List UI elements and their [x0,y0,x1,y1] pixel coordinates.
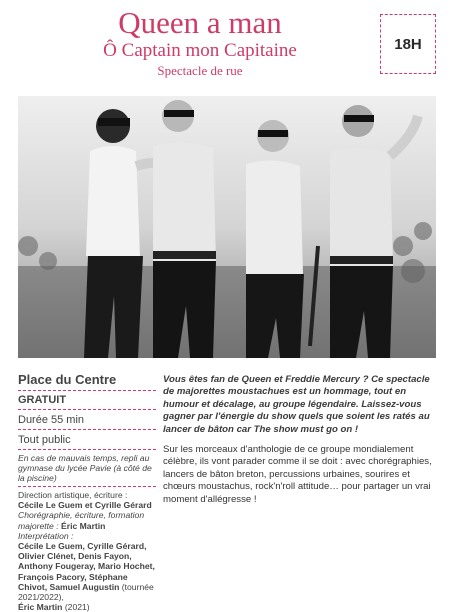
audience-label: Tout public [18,430,156,450]
direction-names: Cécile Le Guem et Cyrille Gérard [18,500,152,511]
interp-label: Interprétation : [18,530,74,541]
show-title: Queen a man [118,5,282,40]
interp-names: Cécile Le Guem, Cyrille Gérard, Olivier Clénet, Denis Fayon, Anthony Fougeray, Mario Hochet, François Pacory, Stéphane Chivot, Samuel Augustin [18,541,155,592]
show-category: Spectacle de rue [157,63,243,78]
choreo-label: Chorégraphie, écriture, formation majorette : [18,510,145,531]
performers-photo [18,96,436,358]
credits-block [18,487,156,612]
time-label: 18H [394,35,422,53]
info-column [18,372,156,612]
description-column [163,374,443,506]
price-label: GRATUIT [18,391,156,410]
time-badge [380,14,436,74]
direction-label: Direction artistique, écriture : [18,490,128,500]
duration-label: Durée 55 min [18,410,156,430]
place-label: Place du Centre [18,372,156,391]
choreo-name: Éric Martin [61,520,106,531]
description-intro: Vous êtes fan de Queen et Freddie Mercury ? Ce spectacle de majorettes moustachues est un hommage, tout en humour et décalage, au groupe légendaire. Laissez-vous gagner par l'énergie du show quels que soient les ratés au lancer de bâton car The show must go on ! [163,374,430,435]
tour-2: (2021) [64,602,90,612]
weather-note: En cas de mauvais temps, repli au gymnase du lycée Pavie (à côté de la piscine) [18,450,156,487]
tour-2-name: Éric Martin [18,602,63,612]
photo-illustration [18,96,436,358]
show-subtitle: Ô Captain mon Capitaine [103,40,297,61]
description-body: Sur les morceaux d'anthologie de ce groupe mondialement célèbre, ils vont parader comme il se doit : avec chorégraphies, lancers de bâton breton, percussions urbaines, sourires et chœurs moustachus, rock'n'roll attitude… pour partager un vrai moment d'allégresse ! [163,444,432,505]
tour-1: (tournée 2021/2022), [18,581,154,603]
